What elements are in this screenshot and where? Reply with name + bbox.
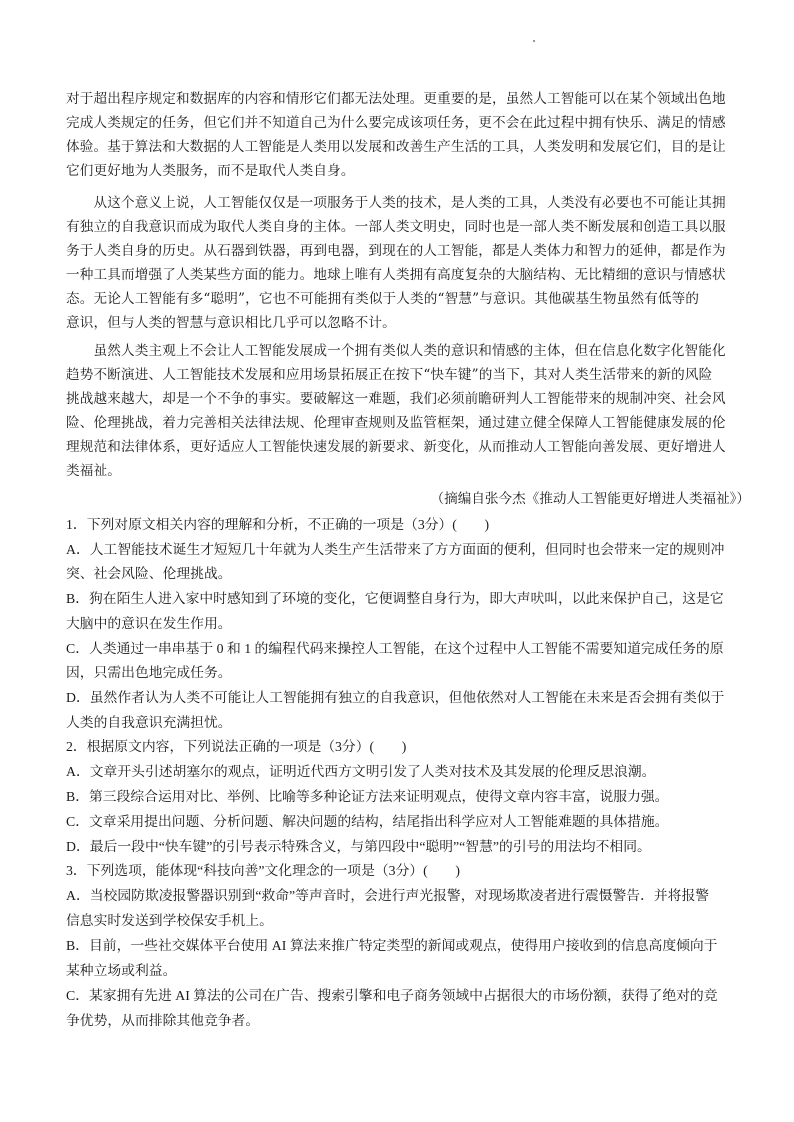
option-line: C．人类通过一串串基于 0 和 1 的编程代码来操控人工智能，在这个过程中人工智能不需要知道完成任务的原 (66, 641, 724, 656)
option-line: 某种立场或利益。 (66, 963, 177, 978)
article-line: 完成人类规定的任务，但它们并不知道自己为什么要完成该项任务，更不会在此过程中拥有快乐、满足的情感 (66, 115, 726, 131)
option-line: D．虽然作者认为人类不可能让人工智能拥有独立的自我意识，但他依然对人工智能在未来是否会拥有类似于 (66, 690, 725, 705)
option-line: 信息实时发送到学校保安手机上。 (66, 913, 273, 928)
question-stem: 3．下列选项，能体现“科技向善”文化理念的一项是（3分）( ) (66, 863, 460, 878)
article-line: 有独立的自我意识而成为取代人类自身的主体。一部人类文明史，同时也是一部人类不断发展和创造工具以服 (66, 219, 726, 235)
article-line: 对于超出程序规定和数据库的内容和情形它们都无法处理。更重要的是，虽然人工智能可以在某个领域出色地 (66, 91, 726, 107)
option-line: A．文章开头引述胡塞尔的观点，证明近代西方文明引发了人类对技术及其发展的伦理反思浪潮。 (66, 764, 656, 779)
option-line: D．最后一段中“快车键”的引号表示特殊含义，与第四段中“聪明”“智慧”的引号的用法均不相同。 (66, 839, 651, 854)
article-line: 务于人类自身的历史。从石器到铁器，再到电器，到现在的人工智能，都是人类体力和智力的延伸，都是作为 (66, 243, 726, 259)
article-line: 体验。基于算法和大数据的人工智能是人类用以发展和改善生产生活的工具，人类发明和发展它们，目的是让 (66, 139, 726, 155)
question-stem: 1．下列对原文相关内容的理解和分析，不正确的一项是（3分）( ) (66, 517, 490, 532)
option-line: 争优势，从而排除其他竞争者。 (66, 1013, 260, 1028)
option-line: 突、社会风险、伦理挑战。 (66, 566, 232, 581)
option-line: A．人工智能技术诞生才短短几十年就为人类生产生活带来了方方面面的便利，但同时也会带来一定的规则冲 (66, 542, 725, 557)
option-line: B．狗在陌生人进入家中时感知到了环境的变化，它便调整自身行为，即大声吠叫，以此来保护自己，这是它 (66, 591, 724, 606)
option-line: B．目前，一些社交媒体平台使用 AI 算法来推广特定类型的新闻或观点，使得用户接收到的信息高度倾向于 (66, 938, 718, 953)
option-line: C．某家拥有先进 AI 算法的公司在广告、搜索引擎和电子商务领域中占据很大的市场份额，获得了绝对的竞 (66, 988, 718, 1003)
option-line: A．当校园防欺凌报警器识别到“救命”等声音时，会进行声光报警，对现场欺凌者进行震慑警告．并将报警 (66, 888, 710, 903)
article-line: 挑战越来越大，却是一个不争的事实。要破解这一难题，我们必须前瞻研判人工智能带来的规制冲突、社会风 (66, 391, 726, 407)
option-line: C．文章采用提出问题、分析问题、解决问题的结构，结尾指出科学应对人工智能难题的具体措施。 (66, 814, 669, 829)
article-line: 理规范和法律体系，更好适应人工智能快速发展的新要求、新变化，从而推动人工智能向善发展、更好增进人 (66, 439, 726, 455)
option-line: B．第三段综合运用对比、举例、比喻等多种论证方法来证明观点，使得文章内容丰富，说服力强。 (66, 789, 669, 804)
article-line: 趋势不断演进、人工智能技术发展和应用场景拓展正在按下“快车键”的当下，其对人类生活带来的新的风险 (66, 367, 713, 383)
article-line: 从这个意义上说，人工智能仅仅是一项服务于人类的技术，是人类的工具，人类没有必要也不可能让其拥 (66, 195, 726, 211)
option-line: 大脑中的意识在发生作用。 (66, 616, 232, 631)
article-line: 态。无论人工智能有多“聪明”，它也不可能拥有类似于人类的“智慧”与意识。其他碳基生物虽然有低等的 (66, 291, 700, 307)
article-source: （摘编自张今杰《推动人工智能更好增进人类福祉》） (430, 491, 750, 507)
option-line: 人类的自我意识充满担忧。 (66, 715, 232, 730)
option-line: 因，只需出色地完成任务。 (66, 665, 232, 680)
article-line: 一种工具而增强了人类某些方面的能力。地球上唯有人类拥有高度复杂的大脑结构、无比精细的意识与情感状 (66, 267, 726, 283)
article-line: 险、伦理挑战，着力完善相关法律法规、伦理审查规则及监管框架，通过建立健全保障人工智能健康发展的伦 (66, 415, 726, 431)
scan-mark (533, 40, 535, 42)
article-line: 它们更好地为人类服务，而不是取代人类自身。 (66, 163, 355, 179)
article-line: 意识，但与人类的智慧与意识相比几乎可以忽略不计。 (66, 315, 396, 331)
question-stem: 2．根据原文内容，下列说法正确的一项是（3分）( ) (66, 739, 407, 754)
article-line: 类福祉。 (66, 463, 121, 479)
article-line: 虽然人类主观上不会让人工智能发展成一个拥有类似人类的意识和情感的主体，但在信息化数字化智能化 (66, 343, 726, 359)
